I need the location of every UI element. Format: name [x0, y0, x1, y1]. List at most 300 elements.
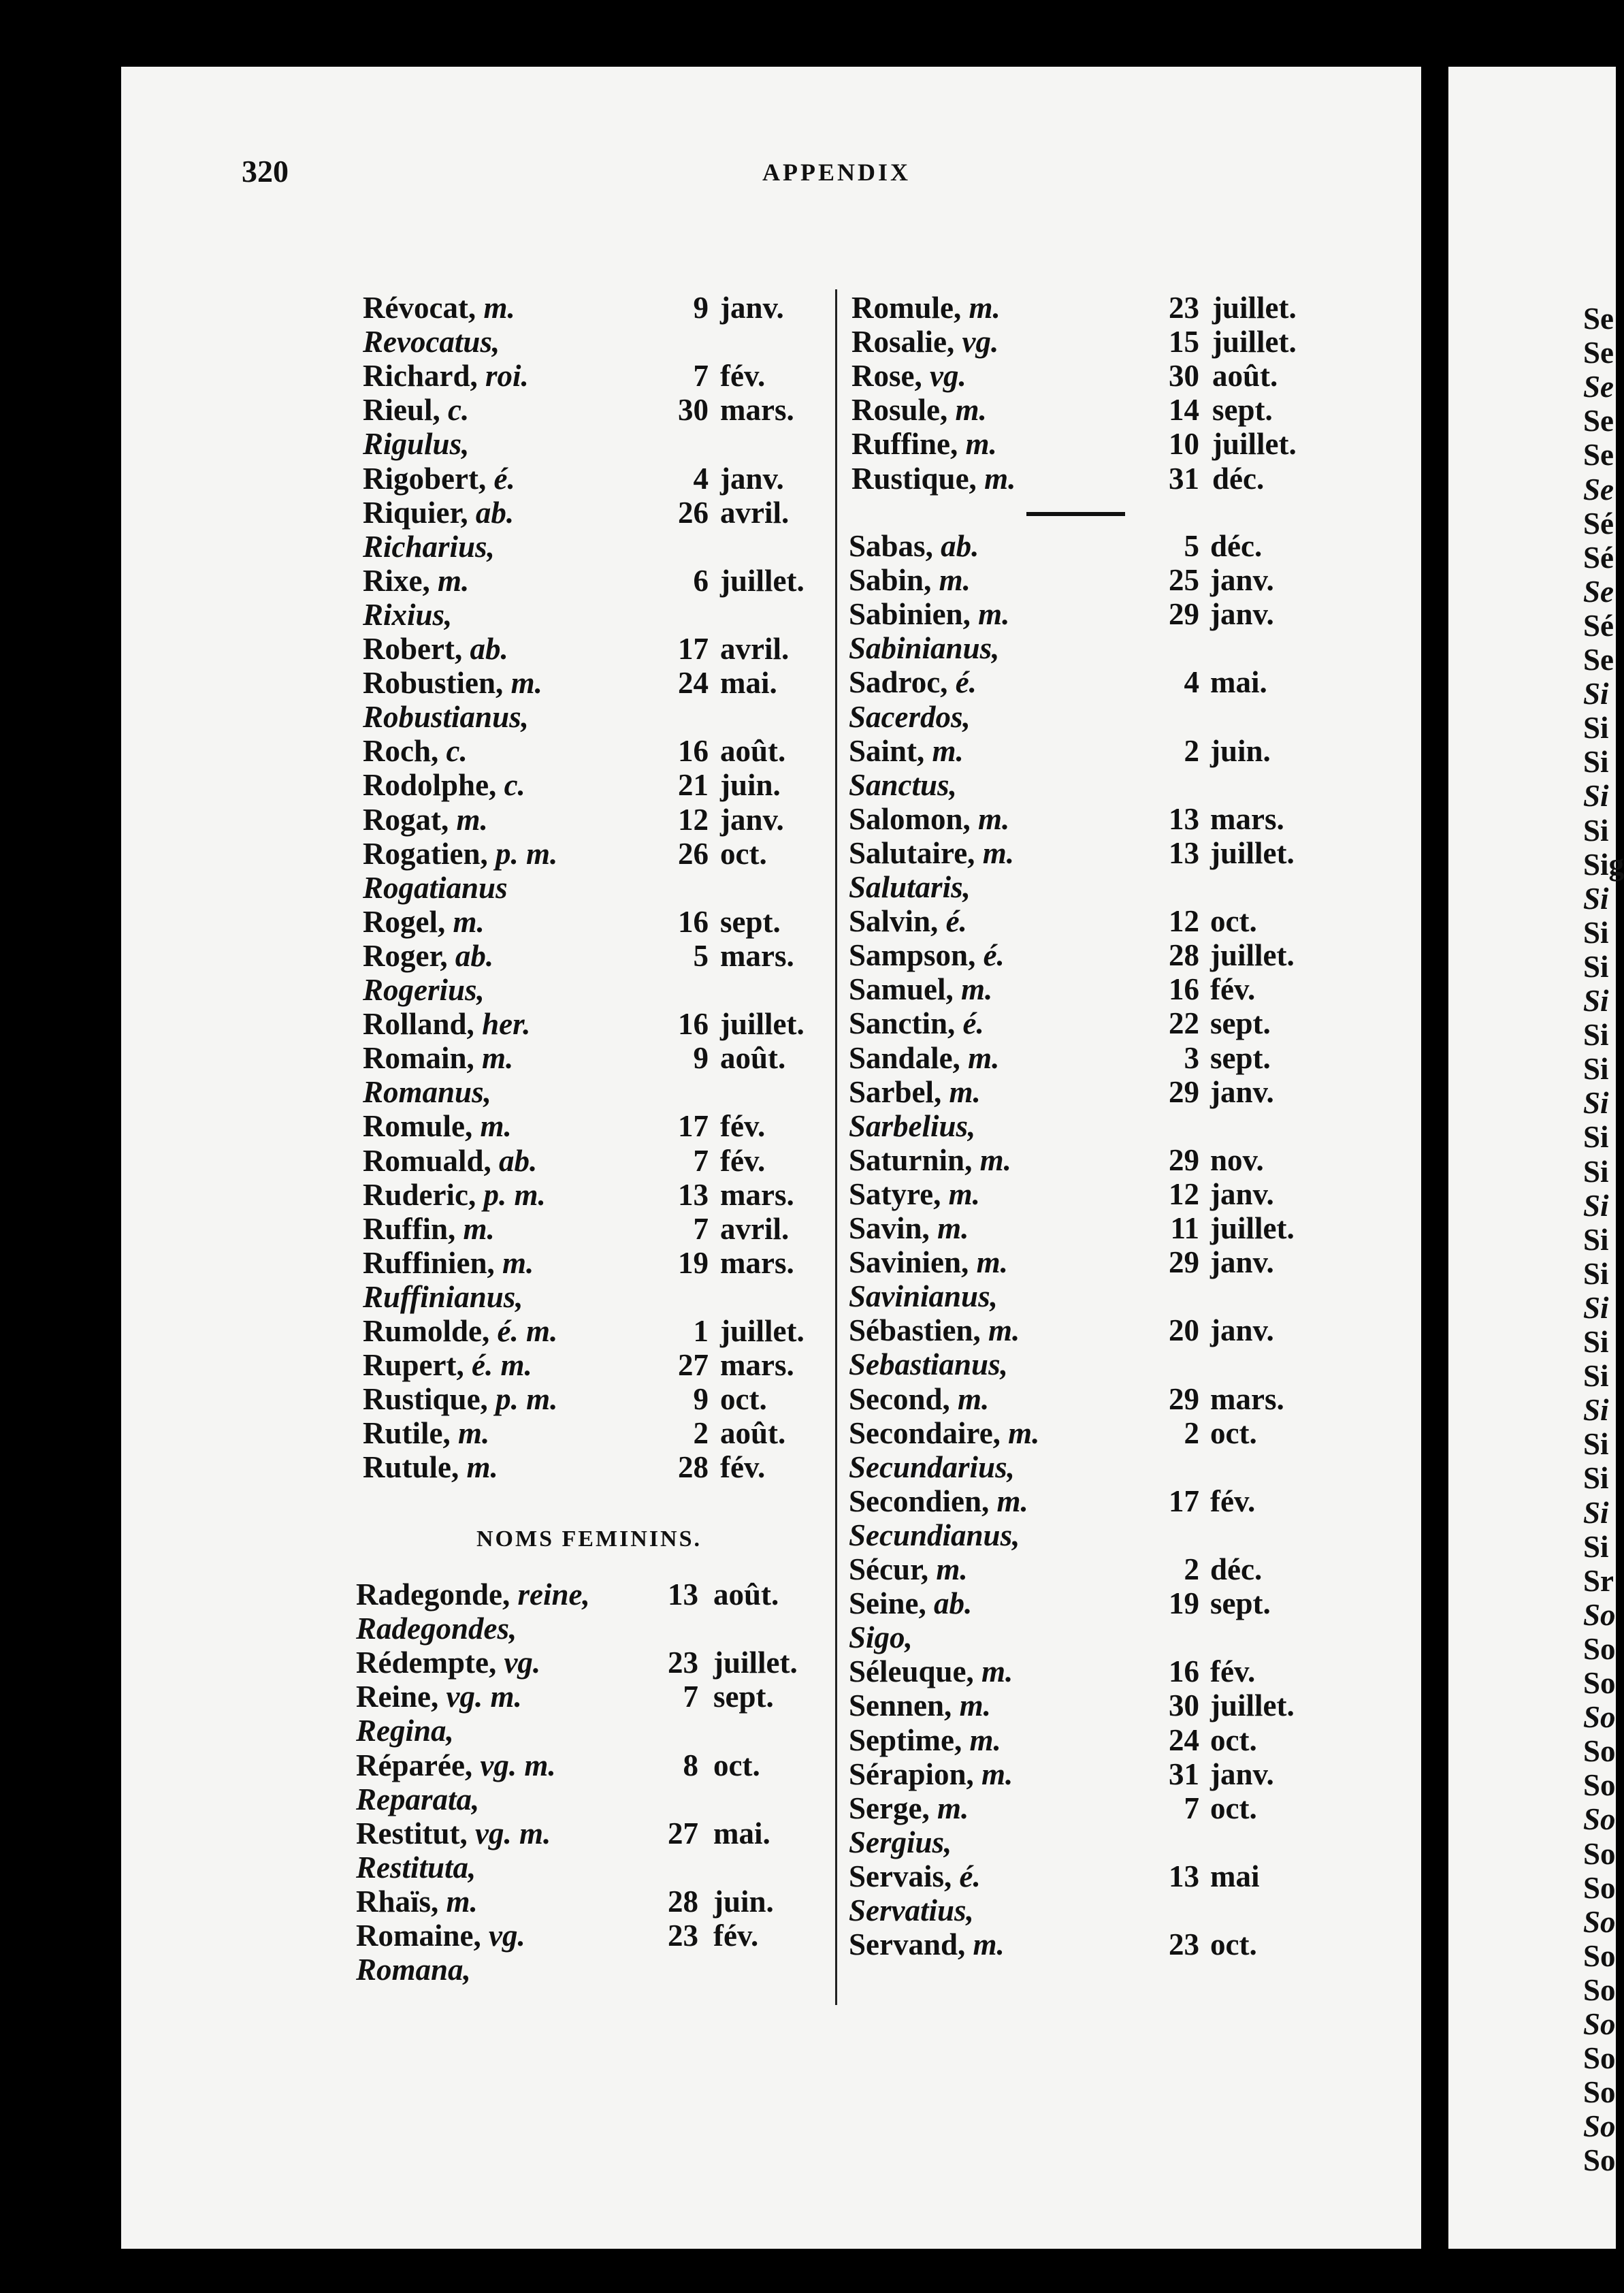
next-page-fragment: So	[1583, 2075, 1616, 2110]
feast-day: 27	[668, 1816, 698, 1850]
next-page-fragment: So	[1583, 1802, 1616, 1837]
name-text: Sandale,	[849, 1040, 969, 1075]
name-text: Sébastien,	[849, 1313, 989, 1348]
saint-name	[849, 597, 1009, 631]
name-text: Reine,	[356, 1680, 446, 1714]
feast-month: janv.	[720, 291, 784, 325]
qualifier: vg.	[962, 325, 999, 359]
next-page-fragment: So	[1583, 1631, 1616, 1666]
name-text: Sadroc,	[849, 665, 956, 700]
feast-day: 4	[693, 461, 709, 496]
qualifier: m.	[979, 1142, 1011, 1177]
saint-name	[849, 938, 1005, 972]
saint-name	[849, 1552, 968, 1586]
saint-name	[849, 1927, 1005, 1961]
saint-name	[356, 1680, 522, 1714]
feast-month: avril.	[720, 632, 790, 666]
qualifier: reine,	[517, 1577, 590, 1611]
feast-month: déc.	[1212, 461, 1265, 496]
qualifier: é. m.	[497, 1314, 558, 1348]
feast-month: mars.	[1210, 801, 1284, 836]
saint-name	[363, 803, 488, 837]
next-page-fragment: Si	[1583, 1086, 1609, 1121]
feast-month: oct.	[1210, 1791, 1257, 1825]
feast-month: fév.	[1210, 972, 1256, 1007]
feast-day: 22	[1169, 1006, 1199, 1041]
saint-name	[849, 1791, 969, 1825]
feast-day: 13	[668, 1577, 698, 1611]
feast-day: 26	[678, 836, 709, 871]
feast-month: juillet.	[1210, 1211, 1295, 1245]
feast-day: 28	[1169, 938, 1199, 973]
latin-name	[849, 700, 971, 734]
latin-name	[363, 1280, 523, 1314]
next-page-fragment: So	[1583, 1768, 1616, 1803]
saint-name	[356, 1885, 478, 1919]
name-text: Rodolphe,	[363, 768, 504, 803]
feast-month: janv.	[720, 461, 784, 496]
next-page-fragment: Si	[1583, 949, 1609, 984]
qualifier: m.	[466, 1450, 498, 1485]
saint-name	[849, 1586, 972, 1620]
latin-name	[356, 1953, 471, 1987]
saint-name	[849, 1859, 981, 1893]
name-text: Romaine,	[356, 1919, 489, 1953]
latin-name	[849, 1620, 913, 1654]
saint-name	[851, 427, 997, 461]
saint-name	[363, 496, 514, 530]
latin-name	[363, 973, 485, 1007]
name-text: Sampson,	[849, 938, 984, 973]
qualifier: é. m.	[471, 1348, 532, 1383]
name-text: Sacerdos,	[849, 699, 971, 734]
feast-month: oct.	[720, 1382, 767, 1417]
saint-name	[849, 1006, 984, 1040]
feast-month: juillet.	[1212, 427, 1297, 462]
feast-day: 7	[693, 1143, 709, 1178]
qualifier: m.	[937, 1791, 969, 1825]
saint-name	[849, 529, 979, 563]
name-text: Rustique,	[851, 461, 985, 496]
name-text: Servatius,	[849, 1893, 974, 1927]
feast-month: janv.	[1210, 1245, 1274, 1280]
name-text: Rolland,	[363, 1007, 483, 1042]
saint-name	[849, 972, 992, 1006]
name-text: Sabinianus,	[849, 631, 1000, 666]
feminine-names-heading: NOMS FEMININS.	[476, 1526, 702, 1552]
feast-day: 29	[1169, 1074, 1199, 1109]
qualifier: her.	[482, 1007, 531, 1042]
latin-name	[849, 1893, 974, 1927]
next-page-fragment: So	[1583, 2143, 1616, 2178]
next-page-fragment: So	[1583, 1938, 1616, 1973]
name-text: Sécur,	[849, 1552, 937, 1586]
name-text: Rogatianus	[363, 870, 508, 905]
qualifier: m.	[968, 1040, 1000, 1075]
feast-month: fév.	[1210, 1484, 1256, 1518]
feast-day: 13	[1169, 1859, 1199, 1893]
latin-name	[363, 871, 508, 905]
next-page-fragment: Si	[1583, 984, 1609, 1018]
feast-month: juillet.	[1212, 291, 1297, 325]
feast-month: janv.	[1210, 1176, 1274, 1211]
feast-day: 16	[1169, 972, 1199, 1007]
name-text: Restitut,	[356, 1816, 475, 1850]
saint-name	[851, 359, 967, 393]
feast-day: 12	[1169, 904, 1199, 939]
name-text: Sebastianus,	[849, 1347, 1008, 1382]
feast-month: oct.	[1210, 1722, 1257, 1757]
name-text: Révocat,	[363, 291, 484, 325]
feast-month: mai	[1210, 1859, 1260, 1893]
name-text: Servais,	[849, 1859, 960, 1893]
name-text: Sérapion,	[849, 1757, 982, 1791]
name-text: Savinianus,	[849, 1279, 998, 1314]
next-page-fragment: Si	[1583, 1325, 1609, 1359]
latin-name	[849, 1109, 975, 1143]
feast-day: 16	[678, 734, 709, 769]
saint-name	[356, 1748, 556, 1782]
feast-day: 17	[678, 632, 709, 666]
feast-month: juillet.	[720, 1007, 805, 1042]
qualifier: ab.	[475, 495, 515, 530]
name-text: Rigulus,	[363, 427, 470, 462]
feast-day: 29	[1169, 1245, 1199, 1280]
name-text: Sabinien,	[849, 597, 979, 632]
name-text: Sarbelius,	[849, 1108, 976, 1143]
name-text: Robert,	[363, 632, 470, 666]
qualifier: ab.	[941, 529, 979, 563]
latin-name	[356, 1714, 454, 1748]
name-text: Radegondes,	[356, 1611, 517, 1646]
next-page-fragment: Si	[1583, 915, 1609, 950]
name-text: Rieul,	[363, 393, 449, 428]
qualifier: m.	[482, 1041, 514, 1076]
feast-month: mars.	[720, 938, 794, 973]
saint-name	[363, 1041, 513, 1075]
feast-month: oct.	[720, 836, 767, 871]
qualifier: é.	[945, 904, 967, 939]
feast-day: 9	[693, 1041, 709, 1076]
qualifier: m.	[981, 1654, 1013, 1689]
saint-name	[851, 291, 1001, 325]
name-text: Saturnin,	[849, 1142, 980, 1177]
feast-month: sept.	[1210, 1040, 1271, 1075]
saint-name	[849, 1723, 1001, 1757]
feast-month: juillet.	[1210, 938, 1295, 973]
feast-month: juillet.	[1210, 1688, 1295, 1723]
next-page-fragment: Se	[1583, 336, 1614, 370]
qualifier: vg. m.	[480, 1748, 556, 1782]
name-text: Salutaris,	[849, 870, 971, 904]
latin-name	[849, 1279, 998, 1313]
qualifier: m.	[932, 733, 964, 768]
feast-month: mars.	[720, 1348, 794, 1383]
next-page-fragment: Si	[1583, 677, 1609, 711]
name-text: Romuald,	[363, 1143, 500, 1178]
latin-name	[356, 1782, 479, 1816]
feast-month: déc.	[1210, 529, 1263, 563]
feast-month: mars.	[1210, 1381, 1284, 1416]
qualifier: m.	[988, 1313, 1020, 1348]
latin-name	[849, 1450, 1015, 1484]
name-text: Réparée,	[356, 1748, 481, 1782]
saint-name	[363, 837, 557, 871]
next-page-fragment: Se	[1583, 438, 1614, 472]
name-text: Roch,	[363, 734, 446, 769]
qualifier: p. m.	[483, 1177, 546, 1212]
next-page-fragment: Sé	[1583, 608, 1614, 643]
feast-month: oct.	[1210, 1415, 1257, 1450]
name-text: Servand,	[849, 1927, 973, 1962]
name-text: Salvin,	[849, 904, 946, 939]
name-text: Richard,	[363, 359, 485, 394]
latin-name	[356, 1611, 517, 1646]
qualifier: vg.	[929, 359, 967, 394]
feast-day: 11	[1170, 1211, 1199, 1245]
saint-name	[363, 1007, 530, 1041]
feast-day: 2	[1184, 1415, 1199, 1450]
feast-month: sept.	[1210, 1586, 1271, 1621]
qualifier: m.	[483, 291, 515, 325]
name-text: Sergius,	[849, 1825, 952, 1859]
feast-month: avril.	[720, 1211, 790, 1246]
feast-month: juillet.	[720, 1314, 805, 1348]
qualifier: m.	[480, 1109, 512, 1144]
next-page-fragment: So	[1583, 1870, 1616, 1905]
saint-name	[363, 768, 525, 802]
qualifier: m.	[984, 461, 1016, 496]
feast-month: janv.	[720, 802, 784, 837]
feast-day: 31	[1169, 461, 1199, 496]
next-page-fragment: Se	[1583, 574, 1614, 609]
latin-name	[363, 1075, 491, 1109]
next-page-fragment: Se	[1583, 643, 1614, 677]
feast-month: oct.	[713, 1748, 760, 1782]
feast-day: 19	[678, 1245, 709, 1280]
name-text: Ruffinien,	[363, 1245, 503, 1280]
qualifier: m.	[939, 563, 971, 598]
next-page-fragment: Sé	[1583, 506, 1614, 541]
qualifier: m.	[456, 802, 488, 837]
feast-month: sept.	[1210, 1006, 1271, 1041]
latin-name	[363, 700, 529, 734]
qualifier: m.	[463, 1211, 495, 1246]
feast-day: 28	[678, 1450, 709, 1485]
saint-name	[363, 1416, 489, 1450]
feast-day: 19	[1169, 1586, 1199, 1621]
feast-day: 13	[678, 1177, 709, 1212]
latin-name	[849, 768, 957, 802]
qualifier: m.	[973, 1927, 1005, 1962]
latin-name	[356, 1850, 476, 1885]
next-page-fragment: So	[1583, 1904, 1616, 1939]
feast-month: août.	[720, 1416, 786, 1451]
name-text: Secundarius,	[849, 1449, 1015, 1484]
saint-name	[849, 1382, 989, 1416]
qualifier: m.	[981, 1757, 1013, 1791]
name-text: Sarbel,	[849, 1074, 949, 1109]
name-text: Satyre,	[849, 1176, 949, 1211]
next-page-fragment: Sé	[1583, 540, 1614, 575]
qualifier: c.	[448, 393, 470, 428]
saint-name	[849, 1245, 1008, 1279]
qualifier: é.	[493, 461, 515, 496]
next-page-fragment: Si	[1583, 1018, 1609, 1053]
name-text: Septime,	[849, 1722, 970, 1757]
next-page-fragment: Si	[1583, 1529, 1609, 1564]
latin-name	[363, 530, 495, 564]
next-page-fragment: Si	[1583, 745, 1609, 780]
next-page-fragment: Si	[1583, 1427, 1609, 1462]
saint-name	[363, 1246, 534, 1280]
feast-day: 9	[693, 1382, 709, 1417]
next-page-fragment: So	[1583, 1734, 1616, 1769]
qualifier: é.	[955, 665, 977, 700]
saint-name	[849, 1177, 980, 1211]
feast-month: avril.	[720, 495, 790, 530]
name-text: Restituta,	[356, 1850, 476, 1885]
qualifier: c.	[446, 734, 468, 769]
qualifier: m.	[1008, 1415, 1040, 1450]
feast-day: 15	[1169, 325, 1199, 359]
saint-name	[363, 1382, 557, 1416]
saint-name	[356, 1816, 551, 1850]
latin-name	[849, 1518, 1020, 1552]
name-text: Rumolde,	[363, 1314, 498, 1348]
feast-day: 13	[1169, 801, 1199, 836]
next-page-fragment: Si	[1583, 1290, 1609, 1325]
feast-month: fév.	[720, 359, 766, 394]
saint-name	[849, 1484, 1028, 1518]
feast-day: 25	[1169, 563, 1199, 598]
feast-day: 17	[1169, 1484, 1199, 1518]
qualifier: m.	[959, 1688, 991, 1723]
feast-day: 1	[693, 1314, 709, 1348]
name-text: Rédempte,	[356, 1646, 504, 1680]
qualifier: m.	[453, 904, 485, 939]
qualifier: roi.	[485, 359, 529, 394]
feast-month: mars.	[720, 1245, 794, 1280]
name-text: Sanctus,	[849, 767, 957, 802]
latin-name	[363, 427, 469, 461]
feast-month: fév.	[1210, 1654, 1256, 1689]
feast-month: janv.	[1210, 1074, 1274, 1109]
qualifier: m.	[949, 1074, 981, 1109]
name-text: Saint,	[849, 733, 932, 768]
feast-day: 20	[1169, 1313, 1199, 1348]
qualifier: m.	[937, 1211, 969, 1245]
feast-day: 29	[1169, 597, 1199, 632]
name-text: Sennen,	[849, 1688, 960, 1723]
name-text: Romain,	[363, 1041, 483, 1076]
name-text: Regina,	[356, 1714, 454, 1748]
qualifier: m.	[978, 597, 1010, 632]
feast-day: 2	[693, 1416, 709, 1451]
name-text: Sanctin,	[849, 1006, 963, 1041]
latin-name	[363, 325, 500, 359]
feast-day: 7	[693, 359, 709, 394]
qualifier: é.	[983, 938, 1005, 973]
name-text: Ruffinianus,	[363, 1279, 523, 1314]
qualifier: m.	[969, 1722, 1001, 1757]
saint-name	[849, 665, 977, 699]
name-text: Rigobert,	[363, 461, 494, 496]
qualifier: ab.	[934, 1586, 973, 1621]
saint-name	[363, 939, 493, 973]
qualifier: m.	[437, 563, 470, 598]
feast-day: 29	[1169, 1381, 1199, 1416]
saint-name	[849, 904, 967, 938]
name-text: Secundianus,	[849, 1518, 1020, 1552]
next-page-fragment: So	[1583, 1972, 1616, 2007]
name-text: Séleuque,	[849, 1654, 982, 1689]
name-text: Roger,	[363, 938, 455, 973]
feast-day: 23	[1169, 291, 1199, 325]
feast-day: 30	[1169, 1688, 1199, 1723]
saint-name	[363, 1450, 498, 1484]
qualifier: m.	[965, 427, 997, 462]
feast-month: juin.	[720, 768, 781, 803]
feast-month: déc.	[1210, 1552, 1263, 1586]
qualifier: m.	[510, 666, 542, 701]
latin-name	[363, 598, 452, 632]
feast-month: sept.	[1212, 393, 1273, 428]
name-text: Rogerius,	[363, 973, 485, 1007]
name-text: Secondien,	[849, 1484, 997, 1518]
saint-name	[849, 1075, 981, 1109]
next-page-fragment: Si	[1583, 711, 1609, 745]
saint-name	[356, 1919, 525, 1953]
next-page-fragment: Si	[1583, 1120, 1609, 1155]
feast-month: août.	[720, 734, 786, 769]
feast-day: 23	[1169, 1927, 1199, 1962]
saint-name	[356, 1577, 590, 1611]
name-text: Samuel,	[849, 972, 962, 1007]
saint-name	[851, 325, 998, 359]
name-text: Ruffin,	[363, 1211, 464, 1246]
next-page-fragment: So	[1583, 1666, 1616, 1700]
next-page-fragment: Si	[1583, 1461, 1609, 1496]
feast-month: sept.	[720, 904, 781, 939]
name-text: Romanus,	[363, 1075, 491, 1110]
feast-month: janv.	[1210, 597, 1274, 632]
name-text: Romana,	[356, 1953, 471, 1987]
next-page-fragment: Se	[1583, 404, 1614, 438]
feast-day: 7	[683, 1680, 698, 1714]
page-title: APPENDIX	[762, 159, 911, 186]
feast-month: oct.	[1210, 1927, 1257, 1962]
name-text: Rixe,	[363, 563, 438, 598]
feast-month: nov.	[1210, 1142, 1264, 1177]
saint-name	[363, 1212, 495, 1246]
saint-name	[849, 563, 971, 597]
next-page-fragment: Si	[1583, 1393, 1609, 1428]
saint-name	[849, 802, 1009, 836]
next-page-fragment: Si	[1583, 813, 1609, 848]
feast-day: 4	[1184, 665, 1199, 700]
qualifier: ab.	[470, 632, 508, 666]
feast-day: 13	[1169, 835, 1199, 870]
saint-name	[363, 734, 468, 768]
saint-name	[363, 359, 529, 393]
feast-month: fév.	[720, 1450, 766, 1485]
name-text: Rutile,	[363, 1416, 458, 1451]
next-page-fragment: Se	[1583, 302, 1614, 336]
qualifier: m.	[969, 291, 1001, 325]
name-text: Sabin,	[849, 563, 939, 598]
qualifier: é.	[959, 1859, 981, 1893]
